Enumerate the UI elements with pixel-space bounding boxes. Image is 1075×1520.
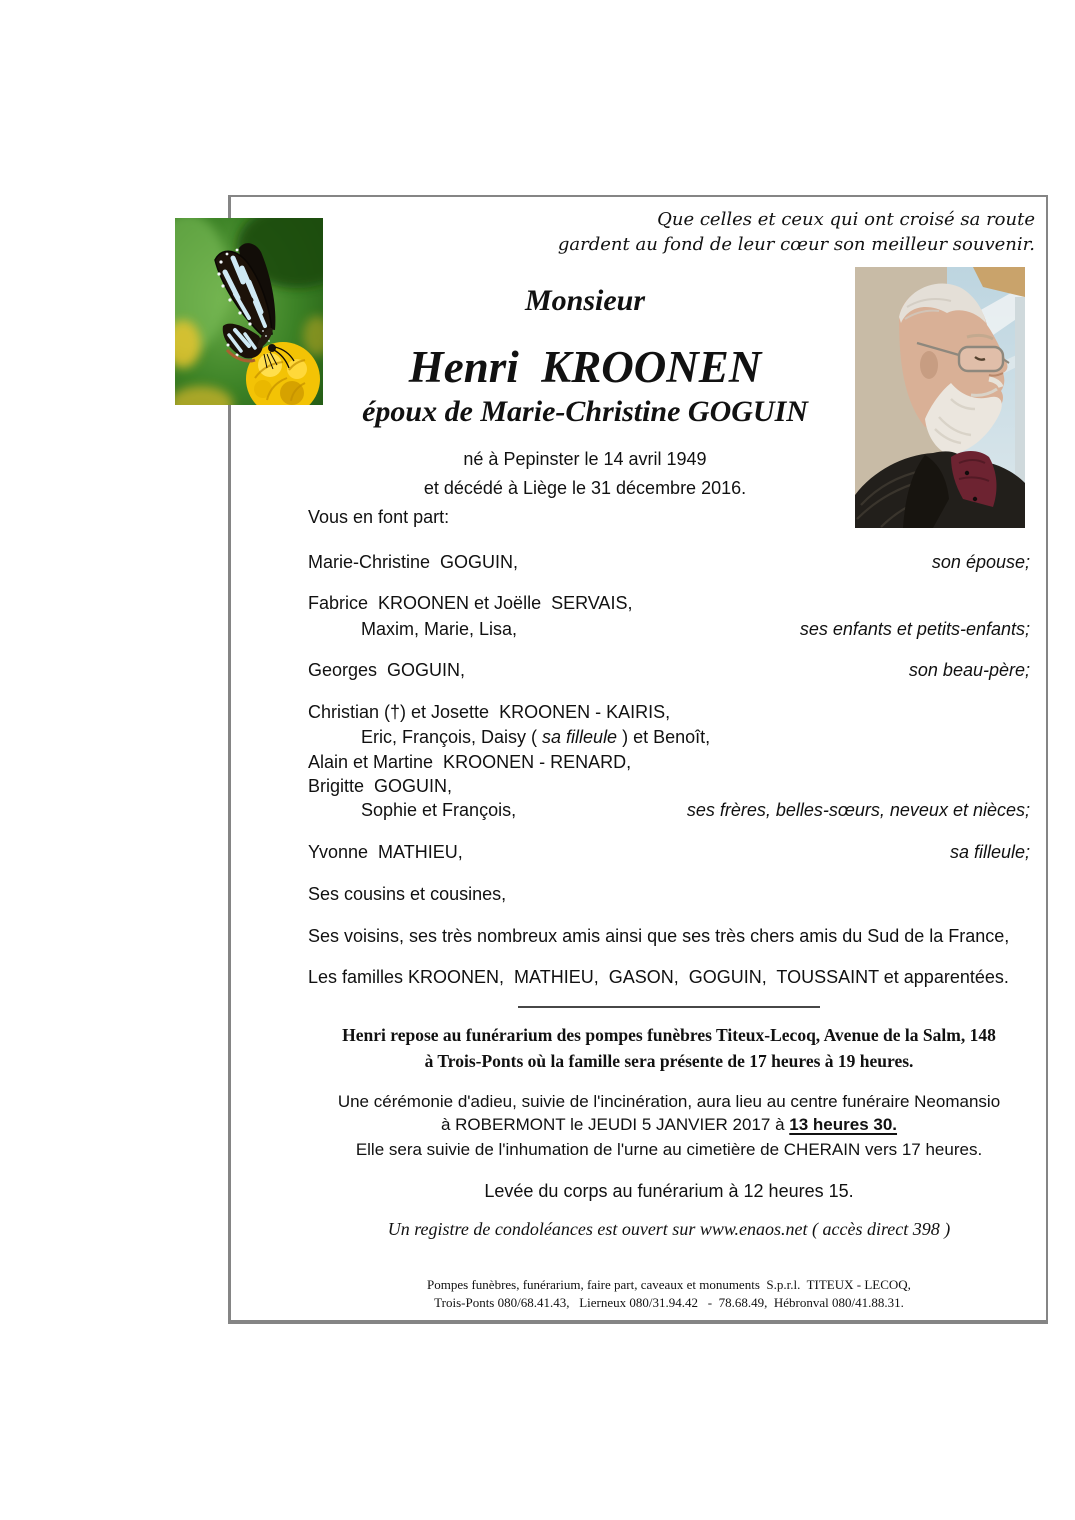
family-names: Marie-Christine GOGUIN, <box>308 552 519 572</box>
family-names: Brigitte GOGUIN, <box>308 776 453 796</box>
funeral-home-line1: Pompes funèbres, funérarium, faire part, caveaux et monuments S.p.r.l. TITEUX - LECOQ, <box>427 1277 911 1292</box>
family-names: Fabrice KROONEN et Joëlle SERVAIS, <box>308 593 633 613</box>
family-row <box>308 882 1030 906</box>
announcement-intro: Vous en font part: <box>308 507 450 527</box>
memorial-quote-line1: Que celles et ceux qui ont croisé sa route <box>657 209 1035 230</box>
family-row <box>308 840 1030 864</box>
relation-note: ses enfants et petits-enfants; <box>799 619 1030 639</box>
family-names: Ses cousins et cousines, <box>308 884 507 904</box>
relation-note: son beau-père; <box>908 660 1030 680</box>
spouse-line: époux de Marie-Christine GOGUIN <box>362 395 808 428</box>
family-row <box>361 617 1030 641</box>
family-row <box>361 725 1030 749</box>
ceremony-time: 13 heures 30. <box>789 1115 898 1134</box>
family-names: Eric, François, Daisy ( sa filleule ) et Benoît, <box>361 727 711 747</box>
butterfly-photo <box>175 218 323 405</box>
relation-note: ses frères, belles-sœurs, neveux et nièces; <box>686 800 1030 820</box>
separator-line <box>518 1006 820 1008</box>
family-row <box>308 658 1030 682</box>
family-row <box>308 774 1030 798</box>
family-row <box>308 550 1030 574</box>
family-names: Alain et Martine KROONEN - RENARD, <box>308 752 632 772</box>
family-row <box>308 700 1030 724</box>
wake-line1: Henri repose au funérarium des pompes funèbres Titeux-Lecoq, Avenue de la Salm, 148 <box>342 1025 996 1045</box>
family-names: Les familles KROONEN, MATHIEU, GASON, GOGUIN, TOUSSAINT et apparentées. <box>308 967 1009 987</box>
family-row <box>361 798 1030 822</box>
register-line: Un registre de condoléances est ouvert sur www.enaos.net ( accès direct 398 ) <box>387 1219 951 1239</box>
ceremony-line1: Une cérémonie d'adieu, suivie de l'incinération, aura lieu au centre funéraire Neomansio <box>337 1092 1001 1111</box>
portrait-photo <box>855 267 1025 528</box>
family-row <box>308 591 1030 615</box>
ceremony-line2: à ROBERMONT le JEUDI 5 JANVIER 2017 à 13 heures 30. <box>440 1115 898 1134</box>
death-line: et décédé à Liège le 31 décembre 2016. <box>423 478 747 498</box>
family-row <box>308 965 1030 989</box>
family-names: Ses voisins, ses très nombreux amis ainsi que ses très chers amis du Sud de la France, <box>308 926 1010 946</box>
family-names: Georges GOGUIN, <box>308 660 466 680</box>
levee-line: Levée du corps au funérarium à 12 heures 15. <box>484 1181 854 1201</box>
funeral-home-line2: Trois-Ponts 080/68.41.43, Lierneux 080/31.94.42 - 78.68.49, Hébronval 080/41.88.31. <box>434 1295 904 1310</box>
family-names: Yvonne MATHIEU, <box>308 842 463 862</box>
family-row <box>308 750 1030 774</box>
birth-line: né à Pepinster le 14 avril 1949 <box>463 449 707 469</box>
salutation: Monsieur <box>524 284 646 317</box>
memorial-quote-line2: gardent au fond de leur cœur son meilleur souvenir. <box>557 234 1035 255</box>
family-row <box>308 924 1030 948</box>
family-names: Sophie et François, <box>361 800 517 820</box>
relation-note: sa filleule; <box>949 842 1030 862</box>
wake-line2: à Trois-Ponts où la famille sera présente de 17 heures à 19 heures. <box>424 1051 914 1071</box>
deceased-name: Henri KROONEN <box>408 342 762 392</box>
family-names: Christian (†) et Josette KROONEN - KAIRIS, <box>308 702 671 722</box>
ceremony-line3: Elle sera suivie de l'inhumation de l'urne au cimetière de CHERAIN vers 17 heures. <box>355 1140 983 1159</box>
relation-note: son épouse; <box>931 552 1030 572</box>
family-names: Maxim, Marie, Lisa, <box>361 619 518 639</box>
